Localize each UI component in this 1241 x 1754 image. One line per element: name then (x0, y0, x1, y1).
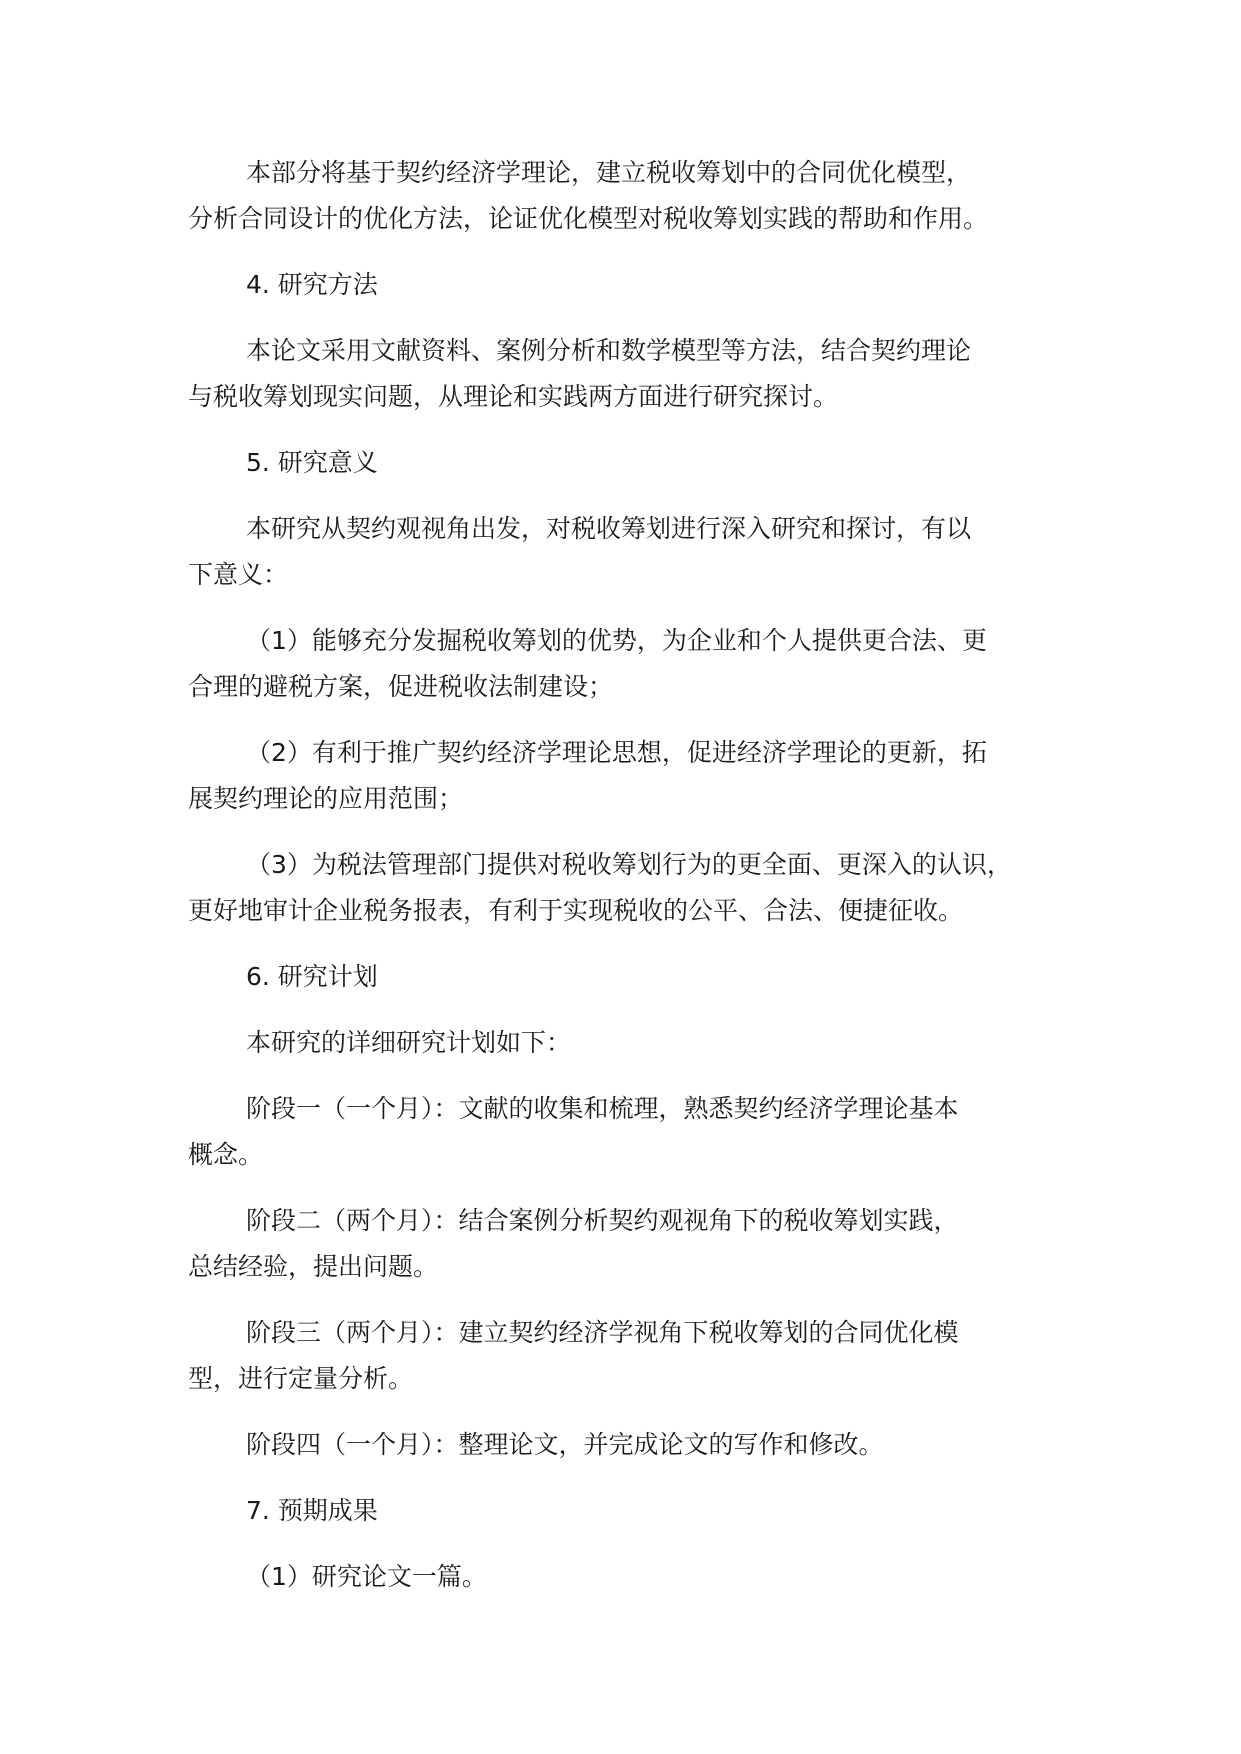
text-line: 本研究的详细研究计划如下： (246, 1028, 572, 1057)
list-item-significance-2 (188, 730, 1093, 822)
text-line: 概念。 (188, 1140, 264, 1169)
paragraph-plan-intro (188, 1020, 1093, 1066)
text-line: （3）为税法管理部门提供对税收筹划行为的更全面、更深入的认识， (246, 850, 1012, 879)
list-item-result-1 (188, 1554, 1093, 1600)
section-heading-expected-results: 7. 预期成果 (246, 1496, 378, 1525)
text-line: （2）有利于推广契约经济学理论思想，促进经济学理论的更新，拓 (246, 738, 987, 767)
text-line: 本部分将基于契约经济学理论，建立税收筹划中的合同优化模型， (246, 158, 972, 187)
paragraph-plan-stage-4 (188, 1422, 1093, 1468)
section-heading-research-significance: 5. 研究意义 (246, 448, 378, 477)
list-item-significance-1 (188, 618, 1093, 710)
paragraph-plan-stage-2 (188, 1198, 1093, 1290)
paragraph-research-significance (188, 506, 1093, 598)
text-line: 合理的避税方案，促进税收法制建设； (188, 672, 614, 701)
paragraph-plan-stage-1 (188, 1086, 1093, 1178)
text-line: 更好地审计企业税务报表，有利于实现税收的公平、合法、便捷征收。 (188, 896, 964, 925)
text-line: 分析合同设计的优化方法，论证优化模型对税收筹划实践的帮助和作用。 (188, 204, 989, 233)
paragraph-contract-model (188, 150, 1093, 242)
text-line: 阶段一（一个月）：文献的收集和梳理，熟悉契约经济学理论基本 (246, 1094, 959, 1123)
text-line: （1）能够充分发掘税收筹划的优势，为企业和个人提供更合法、更 (246, 626, 987, 655)
text-line: 与税收筹划现实问题，从理论和实践两方面进行研究探讨。 (188, 382, 839, 411)
text-line: 展契约理论的应用范围； (188, 784, 464, 813)
text-line: 阶段二（两个月）：结合案例分析契约观视角下的税收筹划实践， (246, 1206, 959, 1235)
text-line: 阶段四（一个月）：整理论文，并完成论文的写作和修改。 (246, 1430, 884, 1459)
text-line: 本研究从契约观视角出发，对税收筹划进行深入研究和探讨，有以 (246, 514, 972, 543)
text-line: 阶段三（两个月）：建立契约经济学视角下税收筹划的合同优化模 (246, 1318, 959, 1347)
text-line: 型，进行定量分析。 (188, 1364, 414, 1393)
section-heading-research-method: 4. 研究方法 (246, 270, 378, 299)
section-heading-research-plan: 6. 研究计划 (246, 962, 378, 991)
paragraph-research-method (188, 328, 1093, 420)
list-item-significance-3 (188, 842, 1093, 934)
text-line: 总结经验，提出问题。 (188, 1252, 439, 1281)
document-body (188, 150, 1093, 1620)
text-line: 本论文采用文献资料、案例分析和数学模型等方法，结合契约理论 (246, 336, 972, 365)
text-line: 下意义： (188, 560, 289, 589)
paragraph-plan-stage-3 (188, 1310, 1093, 1402)
text-line: （1）研究论文一篇。 (246, 1562, 487, 1591)
